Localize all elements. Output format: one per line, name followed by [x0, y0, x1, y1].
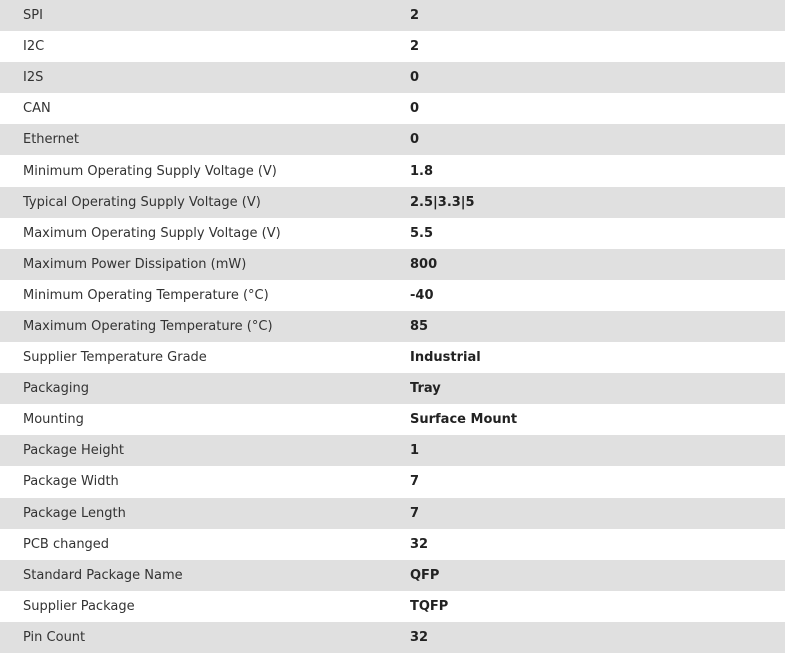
spec-value: 2 — [410, 39, 420, 55]
spec-label: CAN — [23, 101, 51, 117]
spec-label: SPI — [23, 8, 43, 24]
spec-label: Pin Count — [23, 629, 86, 645]
spec-label: Packaging — [23, 381, 89, 397]
spec-value: 7 — [410, 474, 420, 490]
spec-value: Tray — [410, 381, 441, 397]
spec-row — [0, 466, 785, 497]
spec-row — [0, 187, 785, 218]
spec-value: 32 — [410, 536, 429, 552]
spec-row — [0, 31, 785, 62]
spec-label: I2C — [23, 39, 45, 55]
spec-value: 32 — [410, 629, 429, 645]
spec-row — [0, 218, 785, 249]
spec-value: 0 — [410, 132, 420, 148]
spec-row — [0, 622, 785, 653]
spec-value: 7 — [410, 505, 420, 521]
spec-row — [0, 93, 785, 124]
spec-row — [0, 435, 785, 466]
spec-label: PCB changed — [23, 536, 110, 552]
spec-value: 85 — [410, 318, 429, 334]
spec-label: Standard Package Name — [23, 567, 183, 583]
spec-row — [0, 560, 785, 591]
spec-row — [0, 498, 785, 529]
spec-label: Package Width — [23, 474, 119, 490]
spec-label: Minimum Operating Temperature (°C) — [23, 287, 269, 303]
spec-value: 0 — [410, 101, 420, 117]
spec-label: Maximum Power Dissipation (mW) — [23, 256, 247, 272]
spec-value: TQFP — [410, 598, 449, 614]
spec-value: 5.5 — [410, 225, 434, 241]
spec-row — [0, 311, 785, 342]
spec-value: QFP — [410, 567, 440, 583]
spec-row — [0, 0, 785, 31]
spec-label: Ethernet — [23, 132, 79, 148]
spec-value: 2 — [410, 8, 420, 24]
spec-value: 1 — [410, 443, 420, 459]
spec-value: 0 — [410, 70, 420, 86]
spec-label: Typical Operating Supply Voltage (V) — [23, 194, 261, 210]
spec-label: Package Height — [23, 443, 124, 459]
spec-row — [0, 373, 785, 404]
spec-row — [0, 529, 785, 560]
spec-label: Mounting — [23, 412, 84, 428]
spec-row — [0, 124, 785, 155]
spec-value: 800 — [410, 256, 438, 272]
spec-value: Surface Mount — [410, 412, 518, 428]
spec-value: Industrial — [410, 350, 481, 366]
spec-value: 2.5|3.3|5 — [410, 194, 475, 210]
spec-row — [0, 155, 785, 186]
spec-row — [0, 249, 785, 280]
spec-row — [0, 280, 785, 311]
spec-label: Package Length — [23, 505, 126, 521]
spec-row — [0, 342, 785, 373]
spec-row — [0, 591, 785, 622]
spec-value: -40 — [410, 287, 434, 303]
spec-label: Maximum Operating Temperature (°C) — [23, 318, 273, 334]
spec-label: Supplier Temperature Grade — [23, 350, 207, 366]
spec-value: 1.8 — [410, 163, 434, 179]
spec-label: Supplier Package — [23, 598, 135, 614]
spec-label: Minimum Operating Supply Voltage (V) — [23, 163, 277, 179]
spec-row — [0, 404, 785, 435]
spec-label: Maximum Operating Supply Voltage (V) — [23, 225, 281, 241]
spec-label: I2S — [23, 70, 44, 86]
spec-row — [0, 62, 785, 93]
